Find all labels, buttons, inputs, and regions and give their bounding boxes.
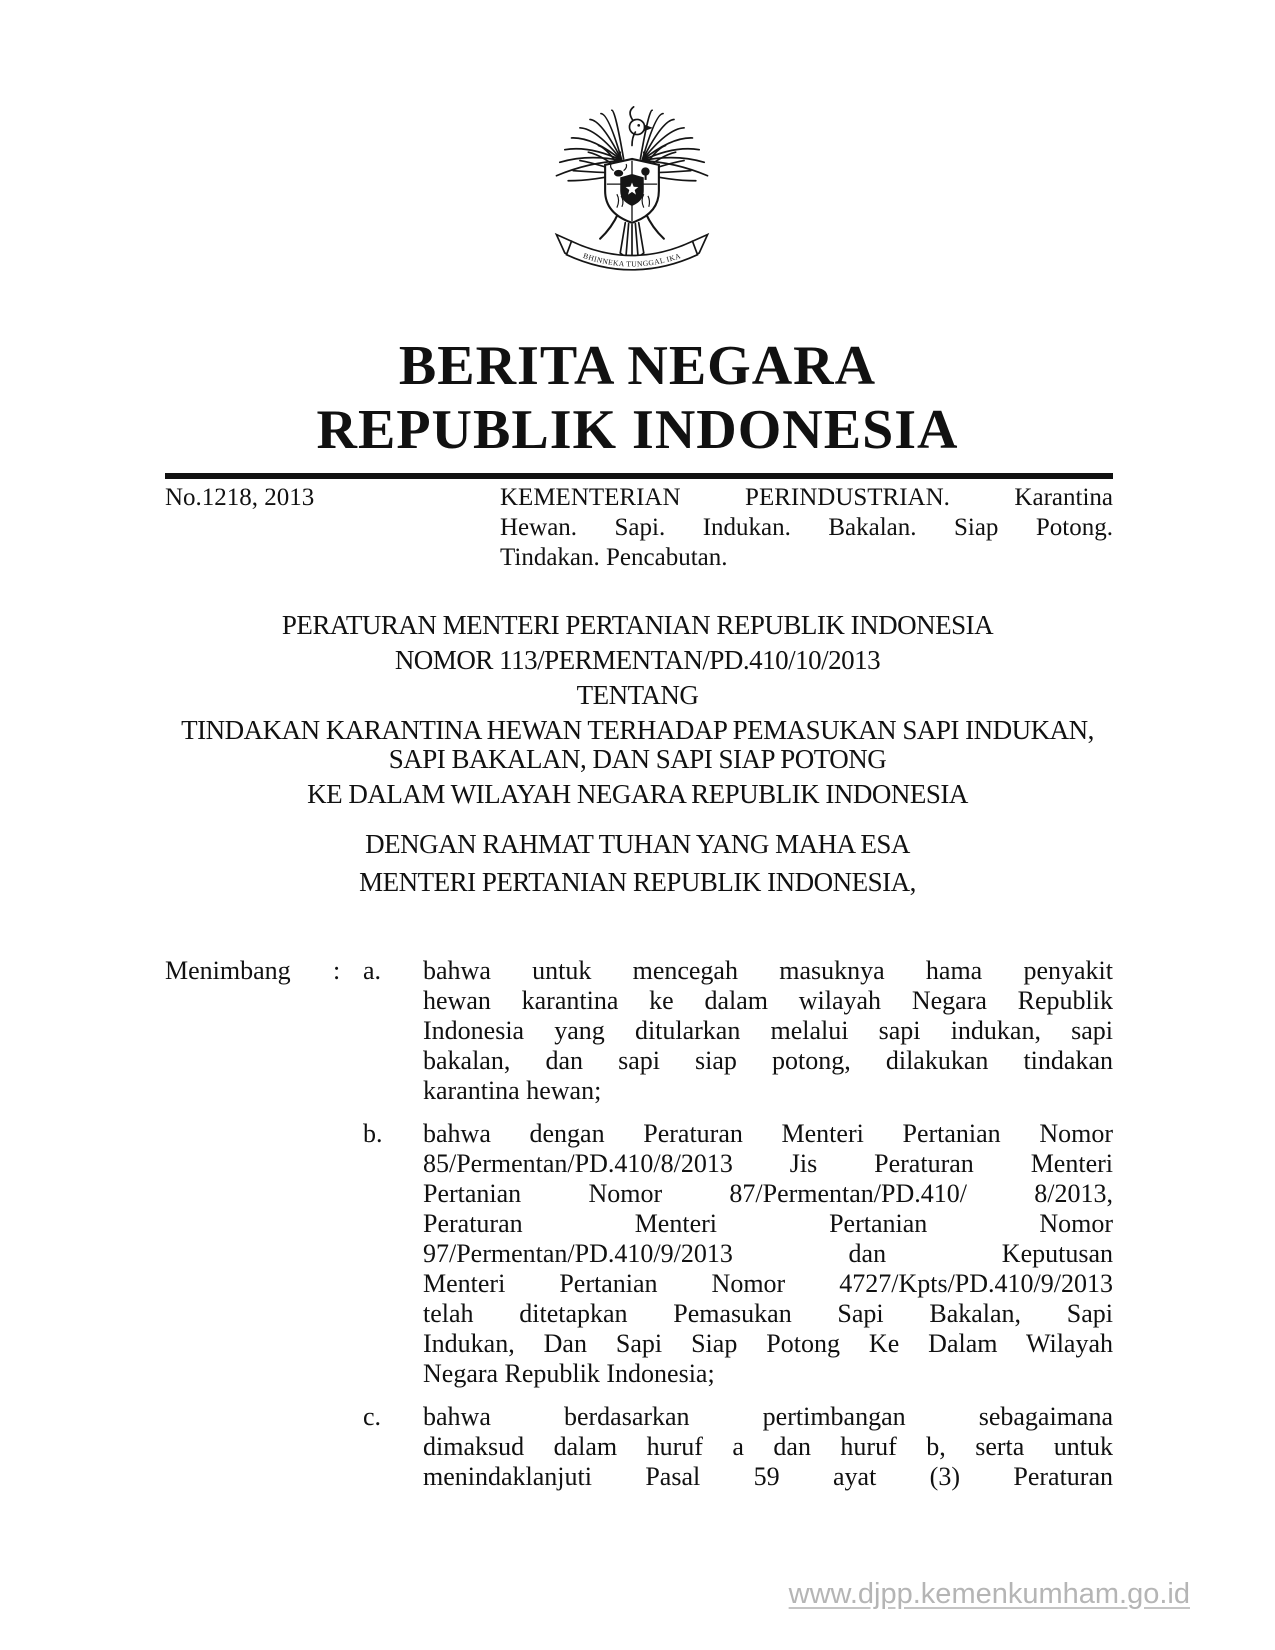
consideration-line: Indukan, Dan Sapi Siap Potong Ke Dalam Wilayah [423, 1329, 1113, 1358]
regulation-title-line: PERATURAN MENTERI PERTANIAN REPUBLIK INDONESIA [281, 610, 994, 640]
gazette-title-line1: BERITA NEGARA [398, 335, 877, 397]
masthead-row [165, 483, 1113, 573]
item-letter: c. [363, 1402, 382, 1431]
gazette-title-line2: REPUBLIK INDONESIA [316, 399, 959, 461]
menimbang-label: Menimbang [165, 956, 291, 985]
item-text [423, 1119, 1113, 1389]
considerations-section [165, 956, 1113, 1505]
footer-watermark-link[interactable]: www.djpp.kemenkumham.go.id [788, 1578, 1190, 1610]
garuda-pancasila-emblem [548, 92, 716, 288]
authority-line: MENTERI PERTANIAN REPUBLIK INDONESIA, [359, 867, 916, 897]
consideration-line: karantina hewan; [423, 1076, 602, 1105]
consideration-line: bahwa untuk mencegah masuknya hama penyakit [423, 956, 1113, 985]
regulation-subject-line: KE DALAM WILAYAH NEGARA REPUBLIK INDONESIA [307, 779, 968, 809]
consideration-item-b [165, 1119, 1113, 1389]
consideration-line: 85/Permentan/PD.410/8/2013 Jis Peraturan Menteri [423, 1149, 1113, 1178]
consideration-line: Indonesia yang ditularkan melalui sapi indukan, sapi [423, 1016, 1113, 1045]
regulation-subject-line: TINDAKAN KARANTINA HEWAN TERHADAP PEMASUKAN SAPI INDUKAN, [181, 715, 1094, 745]
consideration-line: hewan karantina ke dalam wilayah Negara Republik [423, 986, 1113, 1015]
consideration-item-c [165, 1402, 1113, 1492]
issue-number: No.1218, 2013 [165, 484, 315, 511]
consideration-line: dimaksud dalam huruf a dan huruf b, serta untuk [423, 1432, 1113, 1461]
consideration-line: Menteri Pertanian Nomor 4727/Kpts/PD.410/9/2013 [423, 1269, 1113, 1298]
regulation-number-line: NOMOR 113/PERMENTAN/PD.410/10/2013 [394, 645, 881, 675]
invocation-line: DENGAN RAHMAT TUHAN YANG MAHA ESA [365, 829, 910, 859]
subject-line: KEMENTERIAN PERINDUSTRIAN. Karantina [500, 484, 1113, 511]
menimbang-colon: : [333, 956, 341, 985]
emblem-motto-text: BHINNEKA TUNGGAL IKA [582, 251, 682, 269]
consideration-line: bahwa dengan Peraturan Menteri Pertanian Nomor [423, 1119, 1113, 1148]
consideration-line: 97/Permentan/PD.410/9/2013 dan Keputusan [423, 1239, 1113, 1268]
regulation-heading [100, 608, 1175, 900]
regulation-subject-line: SAPI BAKALAN, DAN SAPI SIAP POTONG [388, 744, 887, 774]
consideration-line: menindaklanjuti Pasal 59 ayat (3) Peraturan [423, 1462, 1113, 1491]
item-text [423, 956, 1113, 1106]
gazette-title [0, 334, 1275, 462]
subject-line: Hewan. Sapi. Indukan. Bakalan. Siap Potong. [500, 514, 1113, 541]
consideration-line: Negara Republik Indonesia; [423, 1359, 715, 1388]
item-letter: a. [363, 956, 382, 985]
subject-keywords [500, 483, 1113, 573]
regulation-tentang-line: TENTANG [576, 680, 699, 710]
item-text [423, 1402, 1113, 1492]
consideration-line: Peraturan Menteri Pertanian Nomor [423, 1209, 1113, 1238]
consideration-item-a [165, 956, 1113, 1106]
consideration-line: bakalan, dan sapi siap potong, dilakukan tindakan [423, 1046, 1113, 1075]
consideration-line: Pertanian Nomor 87/Permentan/PD.410/ 8/2013, [423, 1179, 1113, 1208]
consideration-line: telah ditetapkan Pemasukan Sapi Bakalan, Sapi [423, 1299, 1113, 1328]
item-letter: b. [363, 1119, 383, 1148]
consideration-line: bahwa berdasarkan pertimbangan sebagaimana [423, 1402, 1113, 1431]
masthead-rule [165, 473, 1113, 479]
subject-line: Tindakan. Pencabutan. [500, 544, 728, 571]
